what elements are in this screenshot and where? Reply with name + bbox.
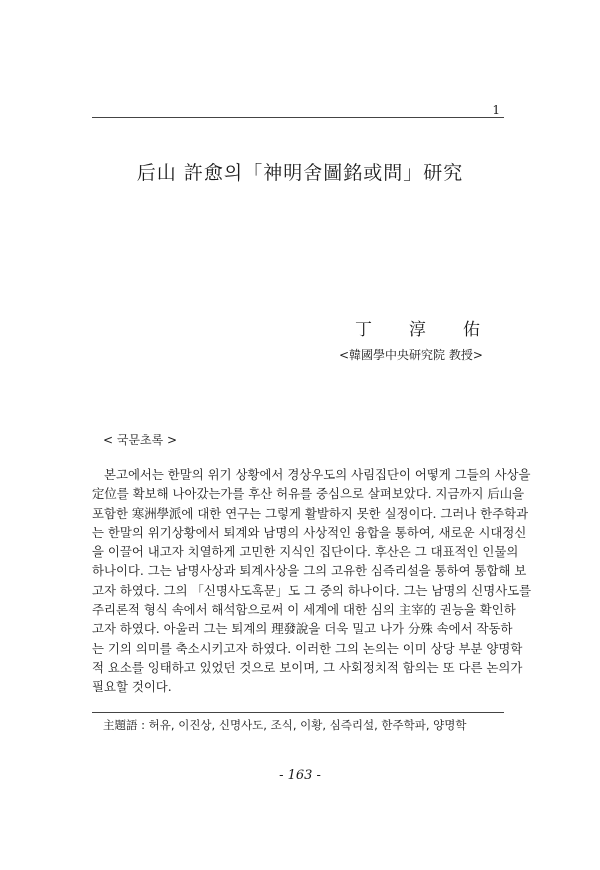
abstract-line: 고자 하였다. 그의 「신명사도혹문」도 그 중의 하나이다. 그는 남명의 신명사도를	[92, 582, 532, 598]
abstract-line: 하나이다. 그는 남명사상과 퇴계사상을 그의 고유한 심즉리설을 통하여 통합해 보	[92, 563, 527, 579]
abstract-line: 定位를 확보해 나아갔는가를 후산 허유를 중심으로 살펴보았다. 지금까지 后山을	[92, 486, 525, 502]
abstract-line: 주리론적 형식 속에서 해석함으로써 이 세계에 대한 심의 主宰的 권능을 확인하	[92, 602, 516, 618]
abstract-line: 고자 하였다. 아울러 그는 퇴계의 理發說을 더욱 밀고 나가 分殊 속에서 작동하	[92, 621, 513, 637]
keywords-rule	[92, 712, 504, 713]
abstract-line: 는 기의 의미를 축소시키고자 하였다. 이러한 그의 논의는 이미 상당 부분 양명학	[92, 640, 523, 656]
paper-title: 后山 許愈의「神明舍圖銘或問」研究	[136, 162, 464, 184]
keywords-line: 主題語 : 허유, 이진상, 신명사도, 조식, 이황, 심즉리설, 한주학파, 양명학	[103, 718, 467, 732]
author-affiliation: <韓國學中央研究院 教授>	[339, 348, 483, 362]
abstract-label: < 국문초록 >	[103, 433, 178, 447]
author-char: 淳	[409, 320, 426, 340]
author-name	[355, 315, 480, 340]
abstract-line: 필요할 것이다.	[92, 679, 172, 695]
abstract-line: 적 요소를 잉태하고 있었던 것으로 보이며, 그 사회정치적 함의는 또 다른 논의가	[92, 659, 523, 675]
page-folio: - 163 -	[279, 768, 321, 783]
running-page-number: 1	[492, 103, 500, 117]
abstract-body	[92, 465, 532, 697]
author-char: 丁	[355, 320, 372, 340]
abstract-line: 는 한말의 위기상황에서 퇴계와 남명의 사상적인 융합을 통하여, 새로운 시대정신	[92, 524, 527, 540]
abstract-line: 포함한 寒洲學派에 대한 연구는 그렇게 활발하지 못한 실정이다. 그러나 한주학과	[92, 505, 529, 521]
author-char: 佑	[463, 320, 480, 340]
header-rule	[92, 117, 504, 118]
abstract-line: 본고에서는 한말의 위기 상황에서 경상우도의 사림집단이 어떻게 그들의 사상을	[104, 467, 531, 482]
abstract-line: 을 이끌어 내고자 치열하게 고민한 지식인 집단이다. 후산은 그 대표적인 인물의	[92, 544, 519, 560]
